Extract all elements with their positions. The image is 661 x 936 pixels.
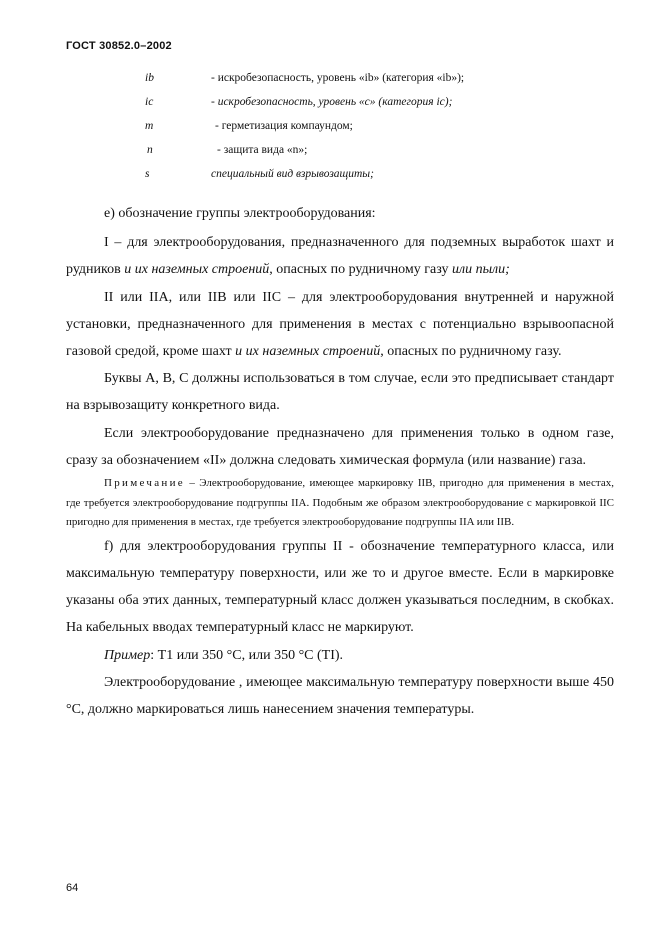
text-run-italic: или пыли;	[451, 262, 510, 278]
protection-code: s	[145, 168, 150, 180]
text-run: II или IIA, или IIB или IIC – для электрооборудования внутренней и наружной установки, предназначенного для применения в местах с потенциально взрывоопасной газовой средой, кроме шахт	[66, 289, 614, 360]
text-run: , опасных по рудничному газу	[269, 262, 452, 278]
protection-description: специальный вид взрывозащиты;	[211, 168, 374, 180]
list-item	[145, 162, 605, 186]
paragraph-group-two	[66, 284, 614, 366]
example-text: : Т1 или 350 °С, или 350 °С (TI).	[150, 647, 344, 663]
note-text: – Электрооборудование, имеющее маркировку IIB, пригодно для применения в местах, где требуется электрооборудование подгруппы IIA. Подобным же образом электрооборудование с маркировкой IIC пригодно для применения в местах, где требуется электрооборудование подгруппы IIA или IIB.	[66, 477, 614, 529]
text-run-italic: и их наземных строений	[124, 262, 270, 278]
list-item	[145, 90, 605, 114]
paragraph-high-temperature: Электрооборудование , имеющее максимальную температуру поверхности выше 450 °С, должно маркироваться лишь нанесением значения температуры.	[66, 674, 614, 718]
paragraph-group-one	[66, 229, 614, 283]
example-label: Пример	[104, 647, 151, 663]
paragraph-example	[66, 642, 614, 669]
body-text	[66, 200, 614, 723]
protection-description: - искробезопасность, уровень «с» (категория ic);	[211, 96, 453, 108]
list-item	[145, 66, 605, 90]
page-number: 64	[66, 882, 79, 894]
paragraph-e-heading: е) обозначение группы электрооборудования:	[104, 206, 376, 221]
text-run: I – для электрооборудования, предназначенного для подземных выработок шахт и рудников	[66, 235, 614, 278]
note-block	[66, 474, 614, 533]
protection-description: - герметизация компаундом;	[215, 120, 353, 132]
protection-description: - защита вида «n»;	[217, 144, 308, 156]
paragraph-letters: Буквы А, В, С должны использоваться в том случае, если это предписывает стандарт на взрывозащиту конкретного вида.	[66, 371, 614, 414]
list-item	[145, 138, 605, 162]
page-header-standard: ГОСТ 30852.0–2002	[66, 40, 172, 52]
protection-code: n	[147, 144, 153, 156]
protection-description: - искробезопасность, уровень «ib» (категория «ib»);	[211, 72, 465, 84]
protection-code: m	[145, 120, 154, 132]
text-run: , опасных по рудничному газу.	[380, 344, 562, 360]
text-run-italic: и их наземных строений	[235, 344, 381, 360]
protection-type-list	[145, 66, 605, 186]
paragraph-single-gas: Если электрооборудование предназначено для применения только в одном газе, сразу за обозначением «II» должна следовать химическая формула (или название) газа.	[66, 425, 614, 468]
list-item	[145, 114, 605, 138]
paragraph-f-item: f) для электрооборудования группы II - обозначение температурного класса, или максимальную температуру поверхности, или же то и другое вместе. Если в маркировке указаны оба этих данных, температурный класс должен указываться последним, в скобках. На кабельных вводах температурный класс не маркируют.	[66, 538, 614, 636]
protection-code: ic	[145, 96, 154, 108]
protection-code: ib	[145, 72, 154, 84]
note-label: Примечание	[104, 477, 185, 490]
